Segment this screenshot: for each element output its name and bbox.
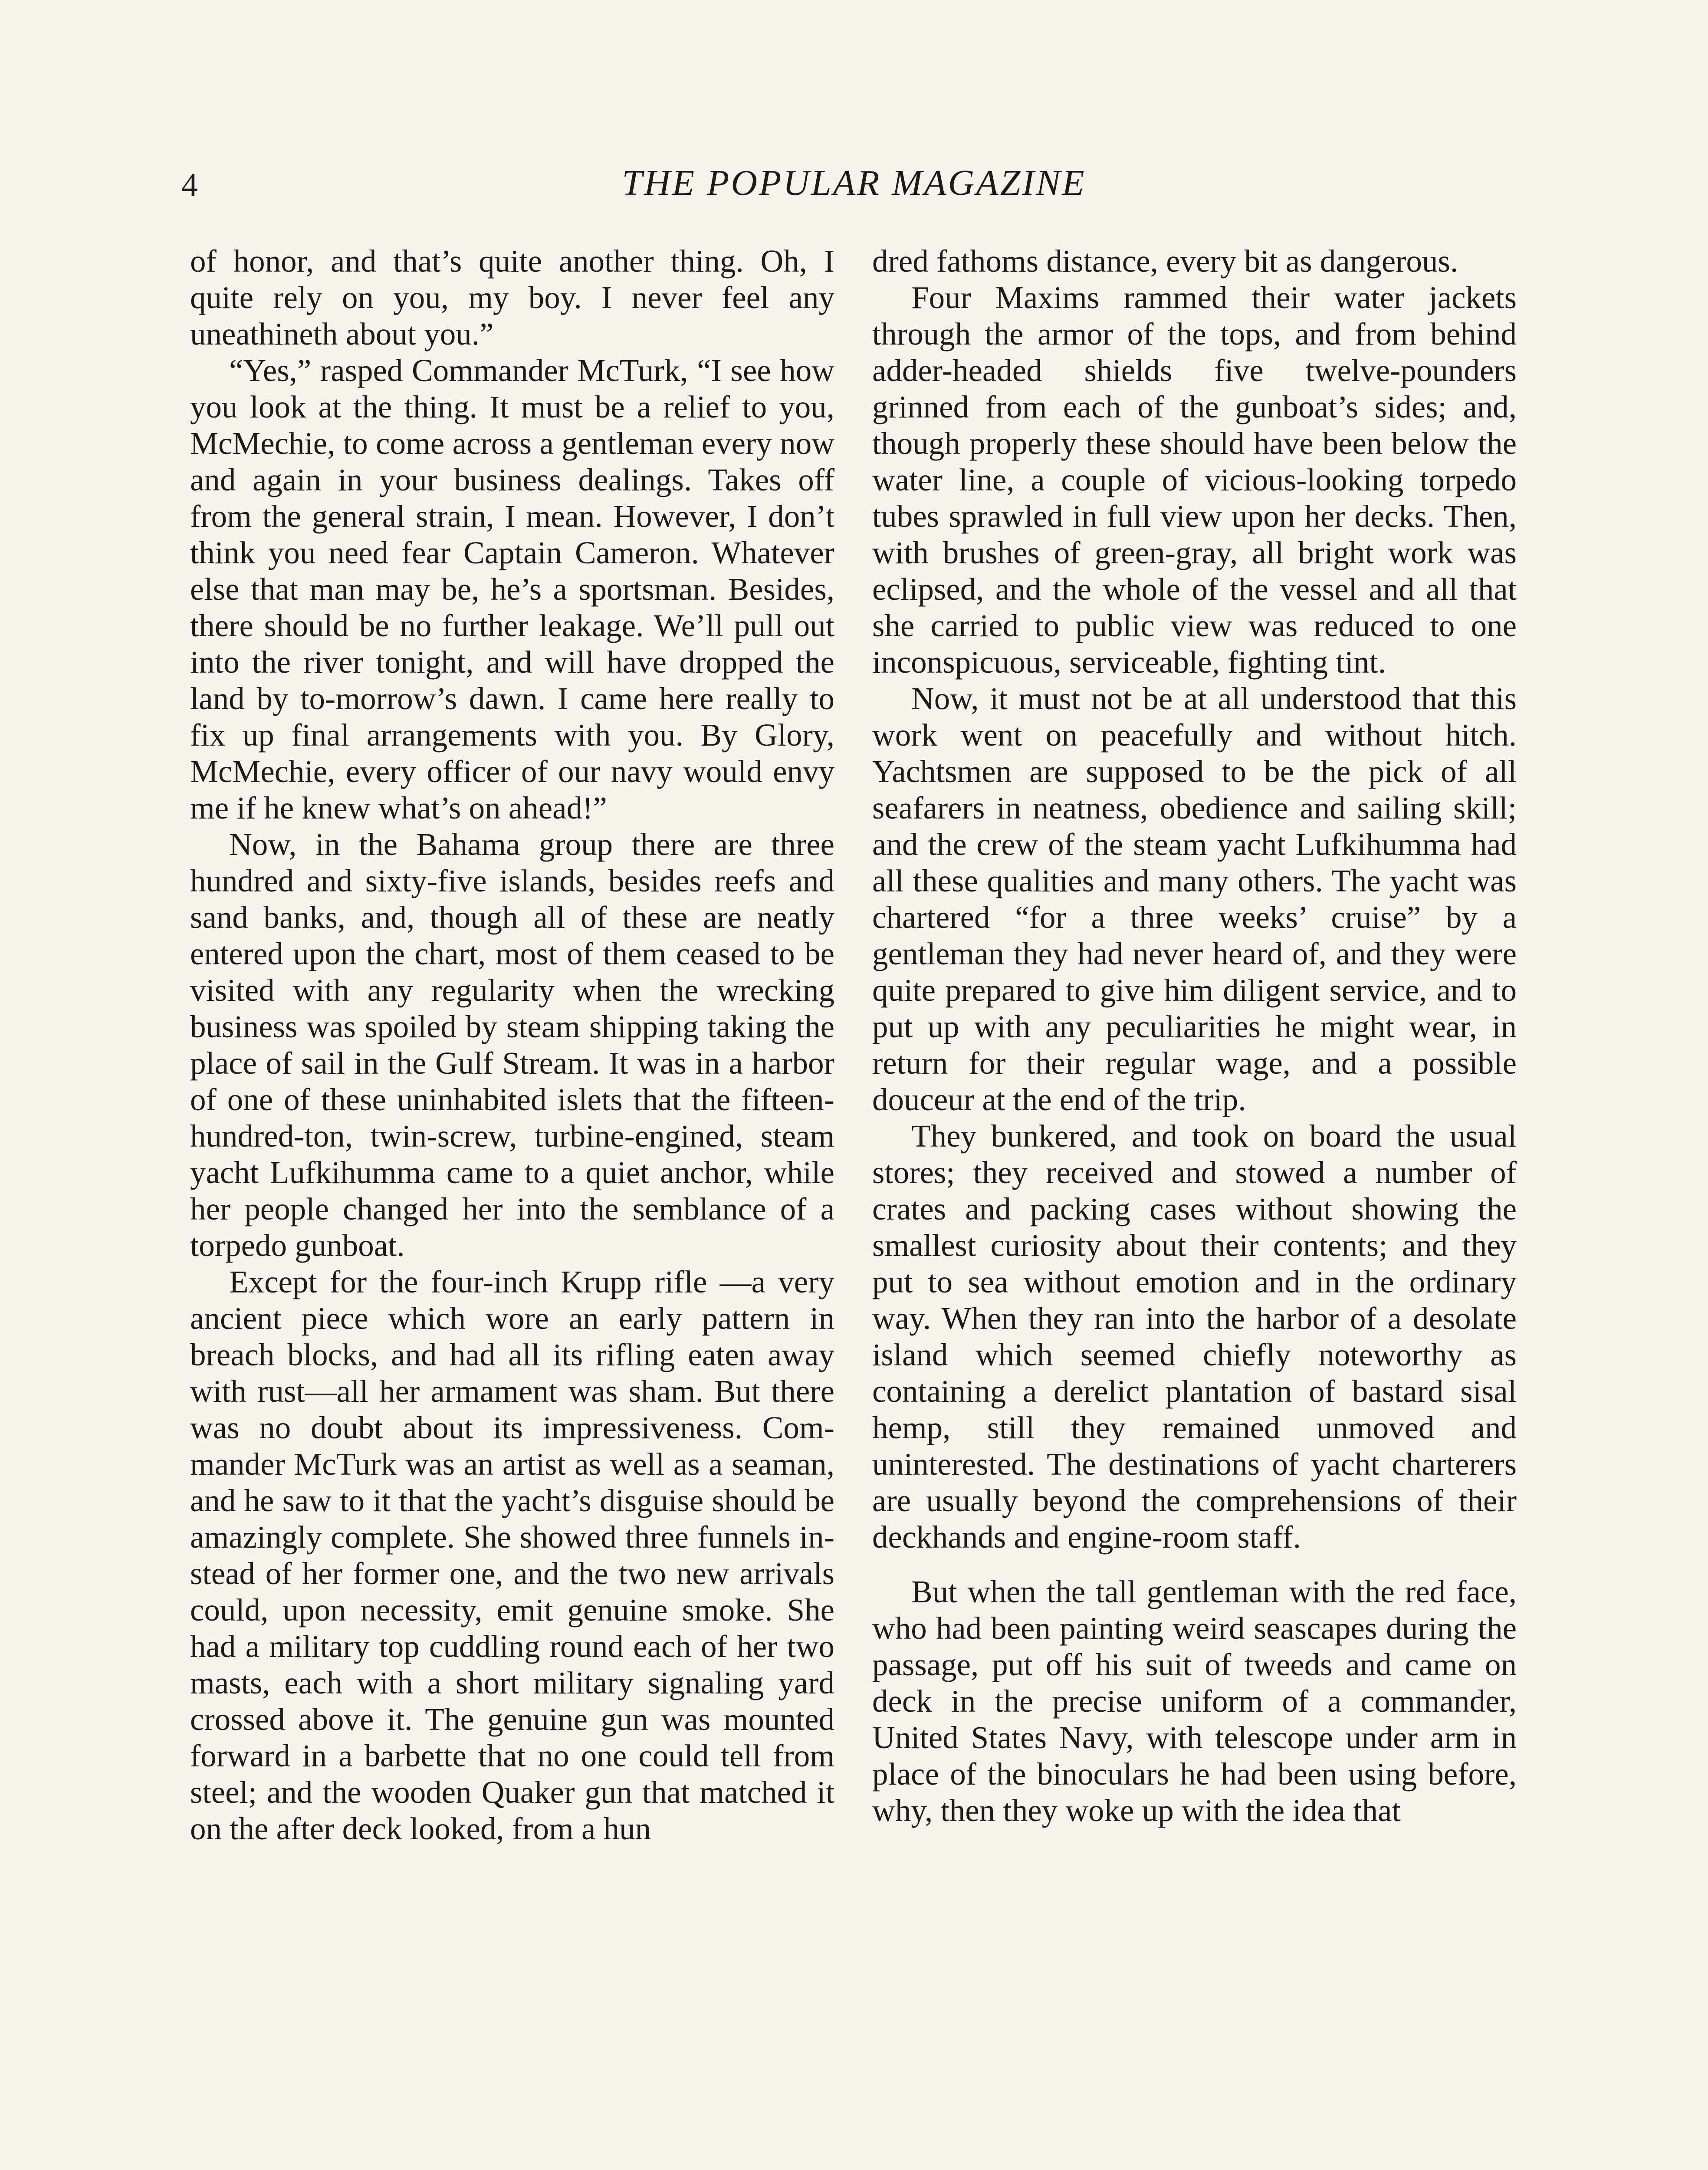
paragraph: Four Maxims rammed their water jackets through the armor of the tops, and from behind adder-headed shields five twelve-pounders grinned from each of the gunboat’s sides; and, though properly these should have been below the water line, a couple of vicious-looking torpedo tubes sprawled in full view upon her decks. Then, with brushes of green-gray, all bright work was eclipsed, and the whole of the vessel and all that she carried to public view was reduced to one inconspicuous, serviceable, fighting tint. (872, 280, 1517, 680)
paragraph: dred fathoms distance, every bit as dangerous. (872, 243, 1458, 279)
paragraph: But when the tall gentleman with the red face, who had been painting weird seascapes during the passage, put off his suit of tweeds and came on deck in the precise uniform of a commander, United States Navy, with telescope under arm in place of the binoculars he had been using before, why, then they woke up with the idea that (872, 1574, 1517, 1828)
paragraph: Except for the four-inch Krupp rifle —a very ancient piece which wore an early pattern in breach blocks, and had all its rifling eaten away with rust—all her armament was sham. But there was no doubt about its impressiveness. Commander McTurk was an artist as well as a seaman, and he saw to it that the yacht’s disguise should be amazingly complete. She showed three funnels instead of her former one, and the two new arrivals could, upon necessity, emit genuine smoke. She had a military top cuddling round each of her two masts, each with a short military signaling yard crossed above it. The genuine gun was mounted forward in a barbette that no one could tell from steel; and the wooden Quaker gun that matched it on the after deck looked, from a hun (190, 1264, 834, 1846)
right-column (872, 243, 1517, 1829)
paragraph: Now, it must not be at all understood that this work went on peacefully and without hitch. Yachtsmen are supposed to be the pick of all seafarers in neatness, obedience and sailing skill; and the crew of the steam yacht Lufkihumma had all these qualities and many others. The yacht was chartered “for a three weeks’ cruise” by a gentleman they had never heard of, and they were quite prepared to give him diligent service, and to put up with any peculiarities he might wear, in return for their regular wage, and a possible douceur at the end of the trip. (872, 681, 1517, 1117)
running-head-title: THE POPULAR MAGAZINE (622, 163, 1086, 203)
paragraph: “Yes,” rasped Commander McTurk, “I see how you look at the thing. It must be a relief to you, McMechie, to come across a gentleman every now and again in your business dealings. Takes off from the general strain, I mean. However, I don’t think you need fear Captain Cameron. Whatever else that man may be, he’s a sportsman. Besides, there should be no further leakage. We’ll pull out into the river tonight, and will have dropped the land by to-morrow’s dawn. I came here really to fix up final arrangements with you. By Glory, McMechie, every officer of our navy would envy me if he knew what’s on ahead!” (190, 353, 834, 825)
left-column (190, 243, 834, 1847)
page-number: 4 (181, 167, 198, 203)
paragraph: of honor, and that’s quite another thing. Oh, I quite rely on you, my boy. I never feel any uneathineth about you.” (190, 243, 834, 352)
paragraph: Now, in the Bahama group there are three hundred and sixty-five islands, besides reefs and sand banks, and, though all of these are neatly entered upon the chart, most of them ceased to be visited with any regularity when the wrecking business was spoiled by steam shipping taking the place of sail in the Gulf Stream. It was in a harbor of one of these uninhabited islets that the fifteen-hundred-ton, twin-screw, turbine-engined, steam yacht Lufkihumma came to a quiet anchor, while her people changed her into the semblance of a torpedo gunboat. (190, 827, 834, 1263)
paragraph: They bunkered, and took on board the usual stores; they received and stowed a number of crates and packing cases without showing the smallest curiosity about their contents; and they put to sea without emotion and in the ordinary way. When they ran into the harbor of a desolate island which seemed chiefly noteworthy as containing a derelict plantation of bastard sisal hemp, still they remained unmoved and uninterested. The destinations of yacht charterers are usually beyond the comprehensions of their deckhands and engine-room staff. (872, 1118, 1517, 1555)
